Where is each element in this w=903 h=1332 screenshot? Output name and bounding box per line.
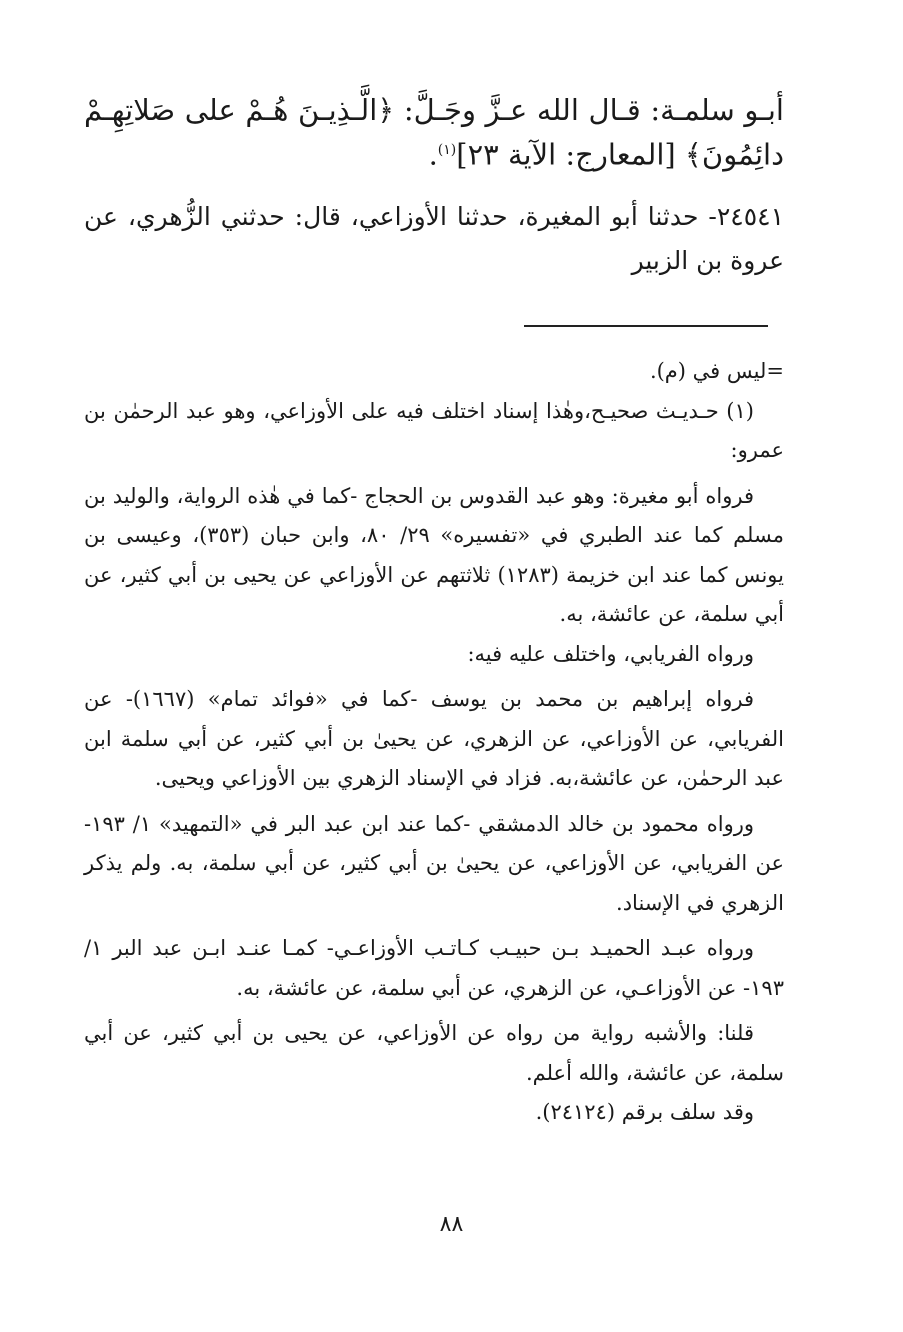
footnote-1-intro: (١) حـديـث صحيـح،وهٰذا إسناد اختلف فيه على الأوزاعي، وهو عبد الرحمٰن بن عمرو: <box>84 398 784 462</box>
footnote-continuation: =ليس في (م). <box>649 359 784 383</box>
footnote-paragraph-ibrahim: فرواه إبراهيم بن محمد بن يوسف -كما في «فوائد تمام» (١٦٦٧)- عن الفريابي، عن الأوزاعي، عن الزهري، عن يحيىٰ بن أبي كثير، عن أبي سلمة ابن عبد الرحمٰن، عن عائشة،به. فزاد في الإسناد الزهري بين الأوزاعي ويحيى. <box>84 687 784 790</box>
main-paragraph-2: ٢٤٥٤١- حدثنا أبو المغيرة، حدثنا الأوزاعي، قال: حدثني الزُّهري، عن عروة بن الزبير <box>84 201 784 275</box>
footnote-paragraph-abu-mughira: فرواه أبو مغيرة: وهو عبد القدوس بن الحجاج -كما في هٰذه الرواية، والوليد بن مسلم كما عند الطبري في «تفسيره» ٢٩/ ٨٠، وابن حبان (٣٥٣)، وعيسى بن يونس كما عند ابن خزيمة (١٢٨٣) ثلاثتهم عن الأوزاعي عن يحيى بن أبي كثير، عن أبي سلمة، عن عائشة، به. <box>84 483 784 626</box>
footnotes <box>84 352 784 1133</box>
footnote-paragraph-faryabi: ورواه الفريابي، واختلف عليه فيه: <box>467 641 754 666</box>
page-number: ٨٨ <box>439 1212 464 1237</box>
footnote-paragraph-mahmud: ورواه محمود بن خالد الدمشقي -كما عند ابن عبد البر في «التمهيد» ١/ ١٩٣- عن الفريابي، عن الأوزاعي، عن يحيىٰ بن أبي كثير، عن أبي سلمة، به. ولم يذكر الزهري في الإسناد. <box>84 811 784 915</box>
main-text <box>84 90 784 283</box>
main-paragraph-1 <box>84 90 784 175</box>
main-paragraph-1-text: أبـو سلمـة: قـال الله عـزَّ وجَـلَّ: ﴿الَّـذِيـنَ هُـمْ على صَلاتِهِـمْ دائِمُونَ﴾ [المعارج: الآية ٢٣] <box>84 93 784 172</box>
footnote-paragraph-abdulhamid: ورواه عبـد الحميـد بـن حبيـب كـاتـب الأوزاعـي- كمـا عنـد ابـن عبد البر ١/ ١٩٣- عن الأوزاعـي، عن الزهري، عن أبي سلمة، عن عائشة، به. <box>84 936 784 1000</box>
footnote-paragraph-conclusion: قلنا: والأشبه رواية من رواه عن الأوزاعي، عن يحيى بن أبي كثير، عن أبي سلمة، عن عائشة، والله أعلم. <box>84 1021 784 1085</box>
footnote-paragraph-cross-reference: وقد سلف برقم (٢٤١٢٤). <box>535 1100 754 1124</box>
footnote-separator <box>524 325 768 327</box>
main-paragraph-1-end: . <box>428 137 438 172</box>
footnote-reference: (١) <box>437 142 457 158</box>
